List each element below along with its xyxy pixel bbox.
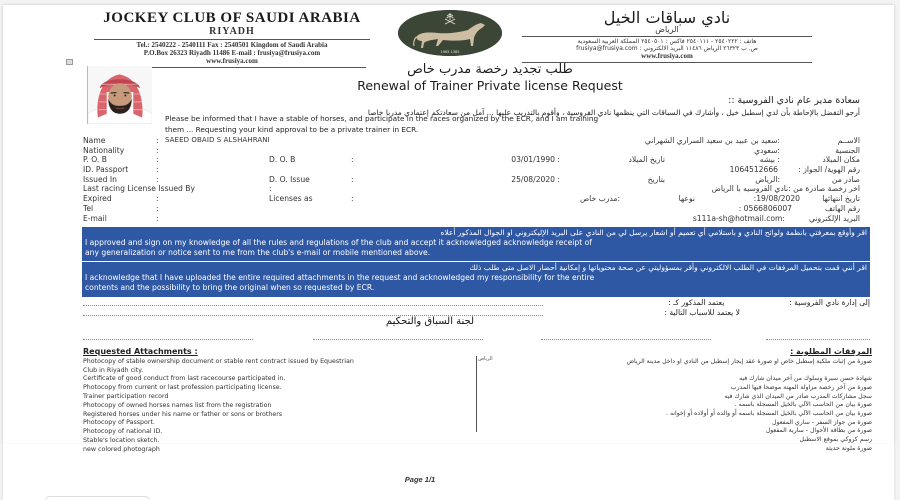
phone-value-ar: : 0566806007 (738, 203, 792, 213)
attachments-heading-en: Requested Attachments : (83, 347, 198, 356)
field-row-name-ar (480, 136, 860, 146)
licenses-as-label: Licenses as (269, 194, 313, 204)
attachment-item-ar: صورة من جواز السفر - ساري المفعول (771, 418, 872, 426)
pob-value-ar: : بيشه (759, 155, 780, 165)
attachment-item-ar: صورة بيان من الحاسب الآلي بالخيل المسجلة باسمه . (734, 401, 872, 409)
dob-label: D. O. B (269, 155, 296, 165)
last-license-label: Last racing License Issued By (83, 184, 195, 194)
approved-as-line (83, 305, 543, 306)
horse-emblem-icon (398, 10, 502, 56)
field-row-nationality-ar (480, 146, 860, 156)
nationality-label: Nationality (83, 145, 125, 155)
attachment-item-ar: صورة من بطاقة الأحوال - سارية المفعول (765, 427, 872, 435)
issued-from-label-ar: صادر من (831, 174, 860, 184)
attachment-item-ar: سجل مشاركات المدرب صادر من الميدان الذي شارك فيه (724, 392, 872, 400)
declaration-attachments-ar: اقر أنني قمت بتحميل المرفقات في الطلب الالكتروني وأقر بمسؤوليتي عن صحة محتوياتها و إمكانية أحضار الاصل متى طلب ذلك (469, 263, 867, 272)
contact-line-2-en: P.O.Box 26323 Riyadh 11486 E-mail : frusiya@frusiya.com (143, 49, 321, 57)
attachments-en (83, 348, 483, 455)
id-value-ar: 1064512666 (729, 165, 778, 175)
request-title-en: Renewal of Trainer Private license Request (357, 78, 623, 93)
contact-line-1-en: Tel.: 2540222 - 2540111 Fax : 2540501 Kingdom of Saudi Arabia (136, 41, 328, 49)
attachment-item-en: Photocopy from current or last profession participating license. (83, 384, 282, 392)
attachment-item-ar: صورة من إثبات ملكية إسطبل خاص او صورة عقد إيجار إسطبل من النادي او داخل مدينة الرياض (626, 357, 872, 365)
attachment-item-ar: صورة من آخر رخصة مزاولة المهنة موضحا فيها المدرب (730, 383, 872, 391)
attachment-item-en: Club in Riyadh city. (83, 366, 144, 374)
letterhead-rule-ar (522, 36, 812, 37)
expiry-value-ar: :19/08/2020 (753, 194, 800, 204)
attachment-item-ar: صورة ملونة حديثة (825, 444, 872, 452)
name-label-ar: الاســم (837, 136, 860, 145)
attachment-item-ar: صورة بيان من الحاسب الآلي بالخيل المسجلة باسمه أو والده أو أولاده أو إخوانه . (666, 409, 872, 417)
field-row-id-ar (480, 165, 860, 175)
field-row-last-license-ar (480, 184, 860, 194)
attachment-item-ar: شهادة حسن سيرة وسلوك من آخر ميدان شارك فيه (739, 375, 872, 383)
letterhead-english (92, 10, 372, 68)
date-of-issue-label: D. O. Issue (269, 174, 310, 184)
last-license-ar: اخر رخصة صادرة من :نادي الفروسيه با الرياض (711, 184, 860, 194)
issued-in-colon: : (156, 174, 159, 184)
name-value-ar: :سعيد بن عبيد بن سعيد السراري الشهراني (644, 136, 780, 145)
email-label-ar: البريد الإلكتروني (809, 213, 860, 223)
email-colon: : (156, 213, 159, 223)
expiry-label-ar: تاريخ انتهائها (822, 194, 860, 204)
person-portrait-icon (88, 66, 152, 124)
approval-row-1 (668, 298, 870, 307)
attachments-ar (472, 348, 872, 453)
attachment-item-en: Certificate of good conduct from last racecourse participated in. (83, 375, 286, 383)
club-city-en: RIYADH (209, 26, 255, 37)
attachments-heading-ar: المرفقات المطلوبة : (790, 347, 872, 356)
letterhead-arabic (522, 8, 812, 63)
letterhead-rule (94, 39, 370, 40)
name-value: SAEED OBAID S ALSHAHRANI (165, 136, 270, 144)
email-label: E-mail (83, 213, 107, 223)
field-row-pob-ar (480, 155, 860, 165)
not-approved-label: لا يعتمد للاسباب التالية : (664, 308, 740, 317)
issue-date-value-ar: 25/08/2020 : (511, 174, 560, 184)
signature-line-1 (83, 339, 253, 340)
expired-label: Expired (83, 194, 112, 204)
request-body-ar: أرجو التفضل بالإحاطة بأن لدي إسطبل خيل ، وأشارك في السباقات التي ينظمها نادي الفروسية ، وأقوم بالتدريب عليها ... آمل من سعادتكم إعتمادي مدربا خاصا (367, 108, 860, 117)
attachment-item-en: Photocopy of national ID. (83, 428, 163, 436)
attachment-item-en: new colored photograph (83, 445, 160, 453)
request-body-en-line1: Please be informed that I have a stable of horses, and participate in the races organized by the ECR, and I am training (165, 114, 599, 123)
signature-line-4 (766, 339, 870, 340)
dob-label-ar: تاريخ الميلاد (628, 155, 665, 165)
club-name-ar: نادي سباقات الخيل (603, 8, 731, 27)
attachment-item-en: Stable's location sketch. (83, 436, 160, 444)
id-passport-label: ID. Passport (83, 165, 129, 175)
field-row-email-ar (480, 214, 860, 224)
issued-from-value-ar: :الرياض (755, 174, 780, 184)
attachment-item-en: Trainer participation record (83, 392, 169, 400)
attachment-item-en: Photocopy of stable ownership document or stable rent contract issued by Equestrian (83, 357, 354, 365)
salutation-ar: سعادة مدير عام نادي الفروسية :: (728, 95, 860, 106)
website-en: www.frusiya.com (206, 57, 258, 65)
signature-line-2 (313, 339, 483, 340)
to-admin-label: إلى إدارة نادي الفروسية : (789, 298, 870, 307)
image-placeholder-icon (66, 59, 73, 65)
club-name-en: JOCKEY CLUB OF SAUDI ARABIA (103, 10, 361, 26)
dob-colon: : (351, 155, 354, 165)
type-label-ar: نوعها (678, 194, 695, 204)
attachment-item-en: Registered horses under his name or father or sons or brothers (83, 410, 283, 418)
declaration-rules-en-line2: any generalization or notice sent to me from the club's e-mail or mobile mentioned above. (85, 248, 431, 257)
dob-value-ar: 03/01/1990 : (511, 155, 560, 165)
issued-in-label: Issued In (83, 174, 117, 184)
last-license-colon: : (269, 184, 272, 194)
divider-word-ar: الرياض (478, 356, 493, 362)
club-city-ar: الرياض (655, 25, 679, 34)
signature-line-3 (541, 339, 711, 340)
name-colon: : (156, 136, 159, 145)
nationality-colon: : (156, 145, 159, 155)
phone-label-ar: رقم الهاتف (825, 203, 860, 213)
id-label-ar: رقم الهوية/ الجواز : (798, 165, 860, 175)
expired-colon: : (156, 194, 159, 204)
approved-as-label: يعتمد المذكور كـ : (668, 298, 725, 307)
applicant-fields-ar (480, 136, 860, 223)
logo-years: 1965 1385 (440, 50, 460, 54)
pob-colon: : (156, 155, 159, 165)
field-row-phone-ar (480, 204, 860, 214)
request-body-en-line2: them ... Requesting your kind approval to be a private trainer in ECR. (165, 125, 419, 134)
id-colon: : (156, 165, 159, 175)
request-body-en (165, 113, 865, 135)
pob-label-ar: مكان الميلاد (822, 155, 860, 165)
request-title-ar: طلب تجديد رخصة مدرب خاص (407, 62, 573, 77)
declaration-rules-ar: اقر وأوقع بمعرفتي بانظمة ولوائح النادي و باستلامي أي تعميم أو اشعار يرسل لي من النادي على البريد الإليكتروني او الجوال المذكور أعلاه (440, 228, 867, 237)
next-page-edge (45, 496, 150, 500)
licenses-as-colon: : (351, 194, 354, 204)
page-number: Page 1/1 (404, 475, 436, 484)
declaration-attachments (82, 262, 870, 297)
nationality-label-ar: الجنسية (835, 145, 860, 155)
name-label: Name (83, 136, 106, 145)
declaration-rules (82, 227, 870, 261)
contact-line-1-ar: هاتف : ٢٥٤٠٢٢٢ - ٢٥٤٠١١١ فاكس : ٢٥٤٠٥٠١ المملكة العربية السعودية (577, 38, 757, 45)
declaration-rules-en-line1: I approved and sign on my knowledge of all the rules and regulations of the club and accept it acknowledged acknowledge receipt of (85, 238, 592, 247)
tel-colon: : (156, 203, 159, 213)
attachment-item-en: Photocopy of Passport. (83, 419, 155, 427)
pob-label: P. O. B (83, 155, 107, 165)
committee-title: لجنة السباق والتحكيم (385, 316, 475, 327)
field-row-issued-from-ar (480, 175, 860, 185)
declaration-attachments-en-line2: contents and the possibility to bring the original when so requested by ECR. (85, 283, 375, 292)
declaration-attachments-en-line1: I acknowledge that I have uploaded the entire required attachments in the request and acknowledged my responsibility for the entire (85, 273, 595, 282)
contact-line-2-ar: ص. ب ٢٦٣٢٣ الرياض ١١٤٨٦ البريد الالكتروني : frusiya@frusiya.com (576, 45, 758, 52)
attachment-item-en: Photocopy of owned horses names list from the registration (83, 401, 272, 409)
approval-row-2 (664, 308, 740, 317)
club-logo (398, 10, 502, 56)
applicant-photo (87, 66, 152, 124)
tel-label: Tel (83, 203, 94, 213)
attachment-item-ar: رسم كروكي بموقع الاسطبل (799, 436, 872, 444)
nationality-value-ar: :سعودي (754, 145, 780, 155)
type-value-ar: :مدرب خاص (579, 194, 620, 204)
email-value-ar: s111a-sh@hotmail.com: (692, 213, 785, 223)
issue-date-label-ar: بتاريخ (647, 174, 665, 184)
field-row-expiry-ar (480, 194, 860, 204)
date-of-issue-colon: : (351, 174, 354, 184)
website-ar: www.frusiya.com (641, 52, 693, 60)
